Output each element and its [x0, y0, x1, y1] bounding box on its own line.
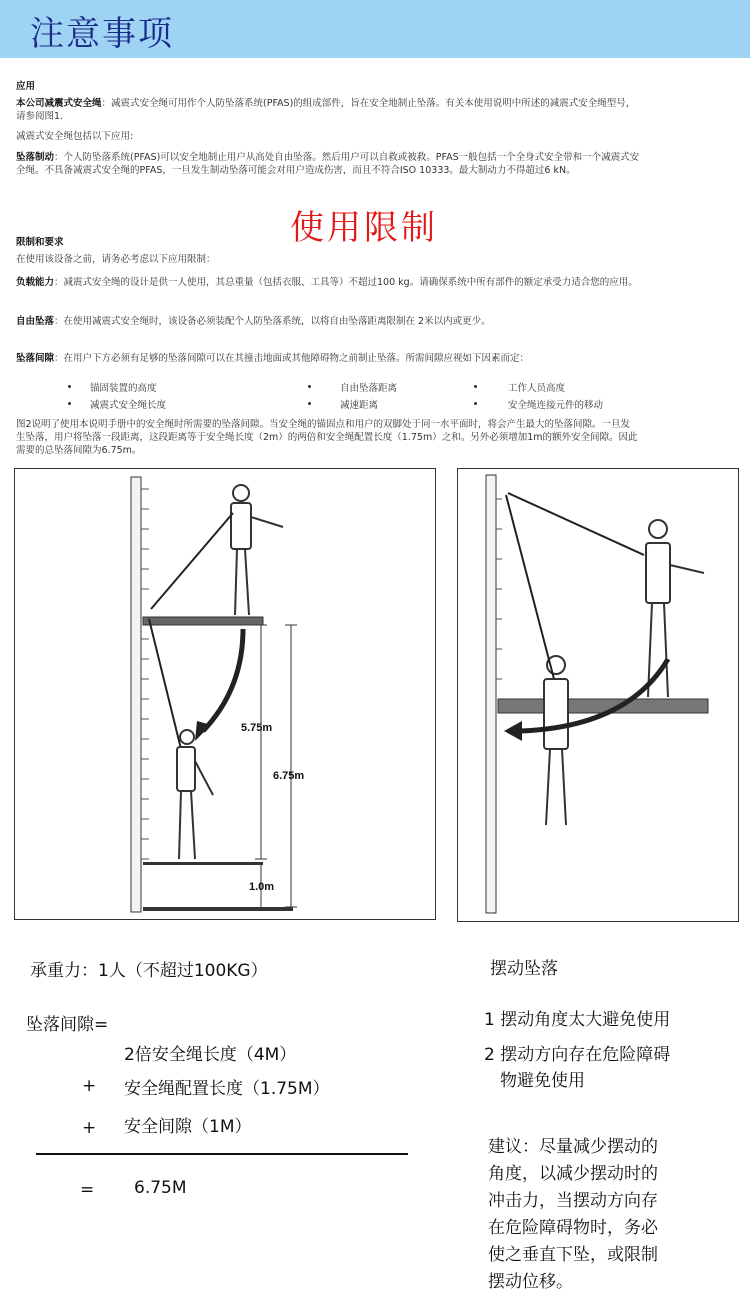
application-paragraph-2: 减震式安全绳包括以下应用: — [16, 131, 134, 142]
swing-fall-diagram — [458, 469, 738, 921]
bullet-dot — [308, 402, 311, 405]
swing-item-1: 1 摆动角度太大避免使用 — [484, 1010, 671, 1030]
page-title: 注意事项 — [30, 14, 174, 54]
fall-arrest-paragraph — [16, 151, 736, 164]
swing-fall-title: 摆动坠落 — [490, 959, 558, 979]
clearance-text: ：在用户下方必须有足够的坠落间隙可以在其撞击地面或其他障碍物之前制止坠落。所需间隙应视如下因素而定： — [54, 353, 530, 364]
clearance-term-safety: 安全间隙（1M） — [124, 1117, 252, 1137]
fall-arrest-term: 坠落制动 — [16, 152, 55, 163]
usage-limits-title: 使用限制 — [290, 208, 438, 248]
application-term: 本公司减震式安全绳 — [16, 98, 102, 109]
bullet-anchor-height: 锚固装置的高度 — [90, 383, 157, 394]
bullet-dot — [308, 385, 311, 388]
bullet-lanyard-length: 减震式安全绳长度 — [90, 400, 167, 411]
header-banner — [0, 0, 750, 58]
application-paragraph-1 — [16, 97, 736, 110]
fall-clearance-diagram — [15, 469, 435, 919]
bullet-dot — [474, 385, 477, 388]
dimension-label-free-fall: 5.75m — [241, 722, 273, 734]
clearance-term-deployment: 安全绳配置长度（1.75M） — [124, 1079, 330, 1099]
bullet-free-fall-distance: 自由坠落距离 — [340, 383, 398, 394]
dimension-label-safety: 1.0m — [249, 881, 275, 893]
fall-clearance-figure — [14, 468, 436, 920]
load-capacity-text: ：减震式安全绳的设计是供一人使用，其总重量（包括衣服、工具等）不超过100 kg。请确保系统中所有部件的额定承受力适合您的应用。 — [54, 277, 638, 288]
clearance-paragraph — [16, 352, 736, 365]
application-paragraph-1b: 请参阅图1. — [16, 111, 64, 122]
bullet-dot — [474, 402, 477, 405]
figure-description-3: 需要的总坠落间隙为6.75m。 — [16, 445, 142, 456]
limits-heading: 限制和要求 — [16, 237, 64, 248]
swing-item-2: 2 摆动方向存在危险障碍 — [484, 1045, 671, 1065]
free-fall-paragraph — [16, 315, 736, 328]
application-text: ：减震式安全绳可用作个人防坠落系统(PFAS)的组成部件，旨在安全地制止坠落。有关本使用说明中所述的减震式安全绳型号， — [101, 98, 636, 109]
equals-sign: = — [80, 1180, 95, 1200]
plus-sign: + — [82, 1118, 97, 1138]
figure-description-2: 生坠落，用户将坠落一段距离，这段距离等于安全绳长度（2m）的两倍和安全绳配置长度（1.75m）之和。另外必须增加1m的额外安全间隙。因此 — [16, 432, 638, 443]
bullet-dot — [68, 402, 71, 405]
advice-line: 冲击力，当摆动方向存 — [488, 1191, 658, 1211]
advice-line: 建议：尽量减少摆动的 — [488, 1137, 658, 1157]
dimension-label-total: 6.75m — [273, 770, 305, 782]
clearance-term: 坠落间隙 — [16, 353, 55, 364]
bullet-deceleration-distance: 减速距离 — [340, 400, 379, 411]
bullet-worker-height: 工作人员高度 — [508, 383, 566, 394]
advice-line: 在危险障碍物时，务必 — [488, 1218, 658, 1238]
plus-sign: + — [82, 1076, 97, 1096]
load-capacity-paragraph — [16, 276, 736, 289]
advice-line: 使之垂直下坠，或限制 — [488, 1245, 658, 1265]
application-heading: 应用 — [16, 81, 36, 92]
load-capacity-term: 负载能力 — [16, 277, 55, 288]
fall-arrest-paragraph-b: 全绳。不具备减震式安全绳的PFAS，一旦发生制动坠落可能会对用户造成伤害，而且不符合ISO 10333。最大制动力不得超过6 kN。 — [16, 165, 576, 176]
figure-description-1: 图2说明了使用本说明手册中的安全绳时所需要的坠落间隙。当安全绳的锚固点和用户的双脚处于同一水平面时，将会产生最大的坠落间隙。一旦发 — [16, 419, 631, 430]
clearance-term-lanyard: 2倍安全绳长度（4M） — [124, 1045, 297, 1065]
clearance-total: 6.75M — [134, 1178, 187, 1198]
fall-arrest-text: ：个人防坠落系统(PFAS)可以安全地制止用户从高处自由坠落。然后用户可以自救或被救。PFAS一般包括一个全身式安全带和一个减震式安 — [54, 152, 640, 163]
formula-divider — [36, 1153, 408, 1155]
clearance-formula-label: 坠落间隙= — [26, 1015, 109, 1035]
swing-item-2-cont: 物避免使用 — [500, 1071, 585, 1091]
swing-fall-figure — [457, 468, 739, 922]
advice-line: 摆动位移。 — [488, 1272, 573, 1292]
bullet-dot — [68, 385, 71, 388]
swing-advice — [488, 1134, 658, 1296]
advice-line: 角度，以减少摆动时的 — [488, 1164, 658, 1184]
free-fall-term: 自由坠落 — [16, 316, 55, 327]
load-capacity-summary: 承重力：1人（不超过100KG） — [30, 961, 268, 981]
free-fall-text: ：在使用减震式安全绳时，该设备必须装配个人防坠落系统，以将自由坠落距离限制在 2米以内或更少。 — [54, 316, 491, 327]
bullet-connector-movement: 安全绳连接元件的移动 — [508, 400, 604, 411]
limits-intro: 在使用该设备之前，请务必考虑以下应用限制： — [16, 254, 216, 265]
